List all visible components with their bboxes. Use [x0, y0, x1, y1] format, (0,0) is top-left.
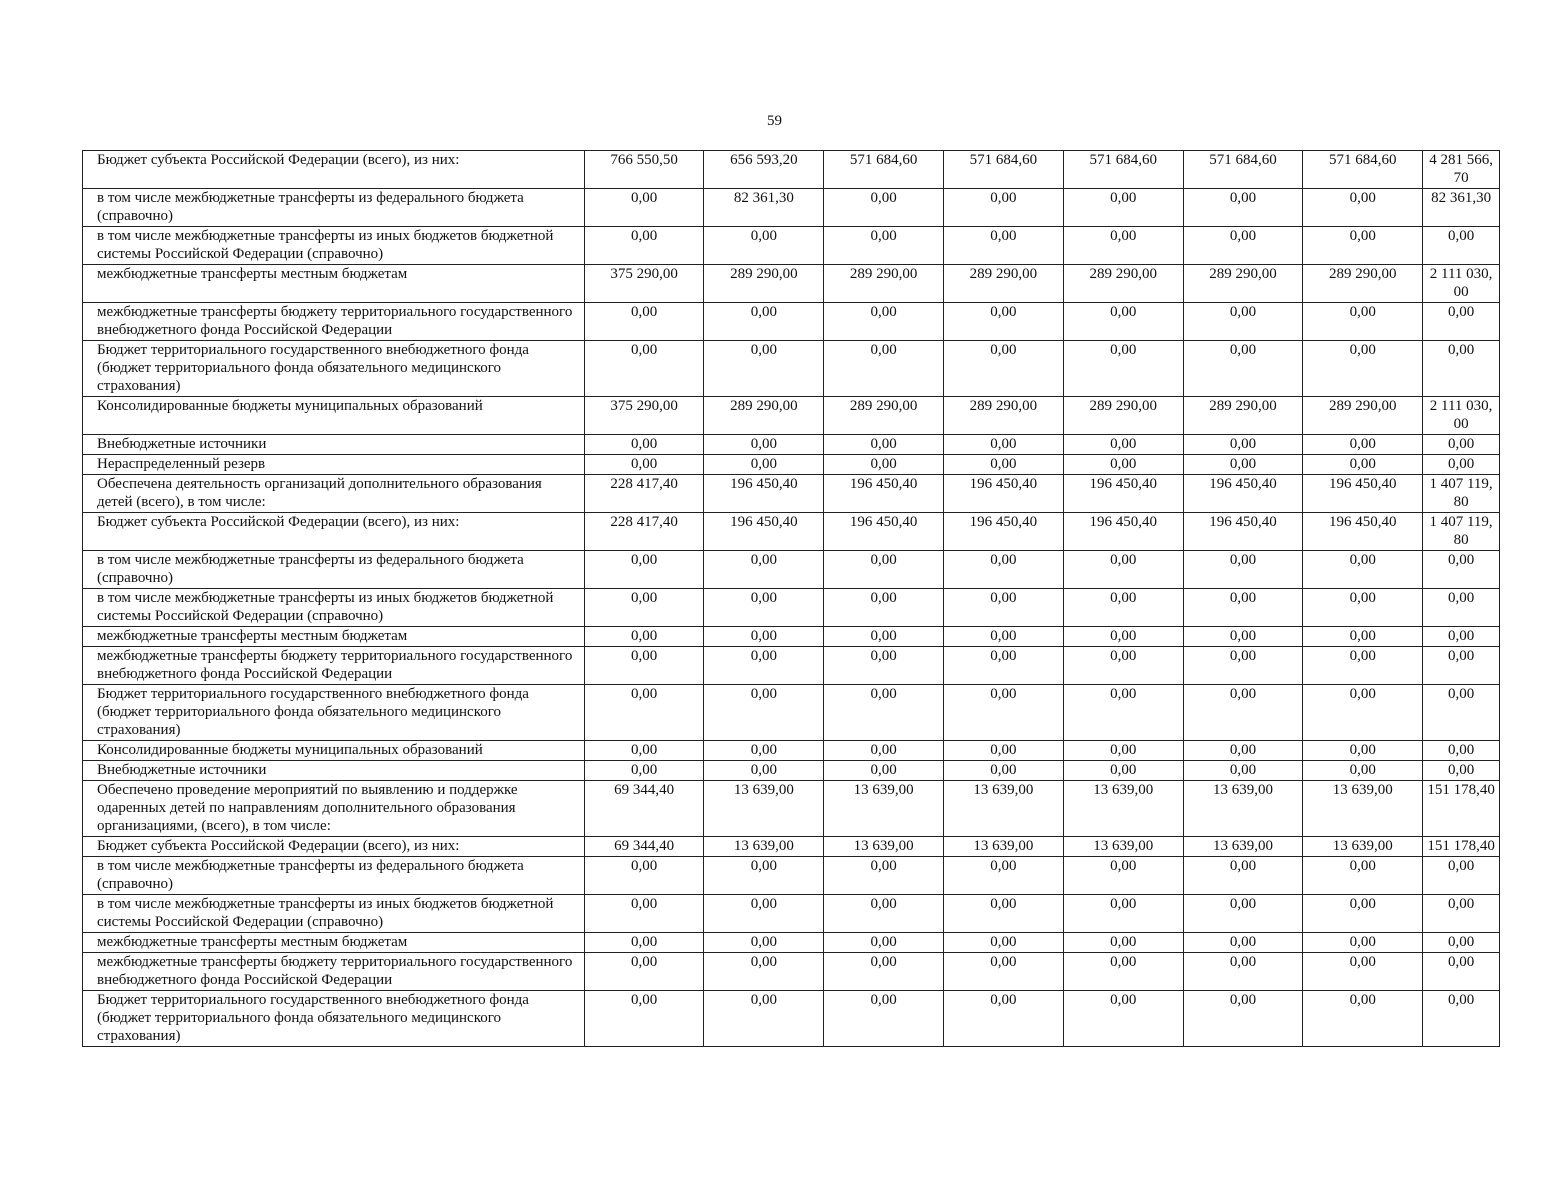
table-row [83, 189, 1500, 227]
year-value-cell: 0,00 [1063, 857, 1183, 895]
row-total-cell: 0,00 [1423, 227, 1500, 265]
year-value-cell: 0,00 [944, 741, 1064, 761]
year-value-cell: 289 290,00 [824, 397, 944, 435]
row-label: Внебюджетные источники [83, 761, 585, 781]
row-total-cell: 1 407 119, 80 [1423, 475, 1500, 513]
year-value-cell: 0,00 [584, 189, 704, 227]
row-label: Консолидированные бюджеты муниципальных образований [83, 397, 585, 435]
table-row [83, 589, 1500, 627]
year-value-cell: 0,00 [1183, 227, 1303, 265]
year-value-cell: 0,00 [1183, 551, 1303, 589]
year-value-cell: 0,00 [1063, 933, 1183, 953]
row-label: Обеспечена деятельность организаций дополнительного образования детей (всего), в том числе: [83, 475, 585, 513]
year-value-cell: 0,00 [584, 227, 704, 265]
year-value-cell: 13 639,00 [1303, 781, 1423, 837]
row-total-cell: 0,00 [1423, 627, 1500, 647]
year-value-cell: 196 450,40 [1063, 475, 1183, 513]
row-total-cell: 151 178,40 [1423, 837, 1500, 857]
year-value-cell: 0,00 [824, 761, 944, 781]
year-value-cell: 0,00 [1183, 761, 1303, 781]
table-row [83, 933, 1500, 953]
year-value-cell: 0,00 [584, 303, 704, 341]
year-value-cell: 0,00 [704, 435, 824, 455]
year-value-cell: 0,00 [824, 589, 944, 627]
year-value-cell: 0,00 [1303, 435, 1423, 455]
year-value-cell: 289 290,00 [1063, 397, 1183, 435]
year-value-cell: 289 290,00 [1183, 265, 1303, 303]
year-value-cell: 0,00 [584, 589, 704, 627]
table-row [83, 647, 1500, 685]
row-total-cell: 0,00 [1423, 991, 1500, 1047]
year-value-cell: 196 450,40 [1183, 513, 1303, 551]
year-value-cell: 228 417,40 [584, 513, 704, 551]
year-value-cell: 375 290,00 [584, 397, 704, 435]
row-label: в том числе межбюджетные трансферты из федерального бюджета (справочно) [83, 857, 585, 895]
year-value-cell: 289 290,00 [944, 397, 1064, 435]
year-value-cell: 0,00 [1063, 741, 1183, 761]
row-total-cell: 0,00 [1423, 685, 1500, 741]
year-value-cell: 0,00 [584, 341, 704, 397]
year-value-cell: 375 290,00 [584, 265, 704, 303]
year-value-cell: 0,00 [824, 895, 944, 933]
year-value-cell: 0,00 [704, 933, 824, 953]
row-label: Бюджет территориального государственного внебюджетного фонда (бюджет территориального фонда обязательного медицинского страхования) [83, 685, 585, 741]
year-value-cell: 0,00 [1303, 647, 1423, 685]
year-value-cell: 0,00 [584, 551, 704, 589]
year-value-cell: 0,00 [1303, 857, 1423, 895]
year-value-cell: 571 684,60 [1183, 151, 1303, 189]
year-value-cell: 571 684,60 [1063, 151, 1183, 189]
row-label: Бюджет территориального государственного внебюджетного фонда (бюджет территориального фонда обязательного медицинского страхования) [83, 341, 585, 397]
row-label: межбюджетные трансферты местным бюджетам [83, 627, 585, 647]
year-value-cell: 0,00 [1183, 303, 1303, 341]
year-value-cell: 0,00 [1183, 741, 1303, 761]
table-row [83, 857, 1500, 895]
year-value-cell: 0,00 [1063, 189, 1183, 227]
year-value-cell: 0,00 [1303, 303, 1423, 341]
table-row [83, 991, 1500, 1047]
year-value-cell: 0,00 [1183, 341, 1303, 397]
row-label: Обеспечено проведение мероприятий по выявлению и поддержке одаренных детей по направлениям дополнительного образования организациями, (всего), в том числе: [83, 781, 585, 837]
year-value-cell: 289 290,00 [1063, 265, 1183, 303]
table-row [83, 551, 1500, 589]
year-value-cell: 0,00 [944, 551, 1064, 589]
year-value-cell: 0,00 [824, 647, 944, 685]
row-total-cell: 0,00 [1423, 895, 1500, 933]
year-value-cell: 0,00 [1303, 589, 1423, 627]
row-total-cell: 0,00 [1423, 953, 1500, 991]
year-value-cell: 0,00 [1303, 341, 1423, 397]
year-value-cell: 0,00 [1063, 303, 1183, 341]
year-value-cell: 0,00 [704, 741, 824, 761]
year-value-cell: 0,00 [704, 761, 824, 781]
table-row [83, 685, 1500, 741]
year-value-cell: 0,00 [944, 455, 1064, 475]
year-value-cell: 0,00 [824, 341, 944, 397]
year-value-cell: 13 639,00 [1303, 837, 1423, 857]
year-value-cell: 13 639,00 [704, 781, 824, 837]
year-value-cell: 0,00 [944, 895, 1064, 933]
table-row [83, 475, 1500, 513]
row-total-cell: 2 111 030, 00 [1423, 265, 1500, 303]
row-total-cell: 2 111 030, 00 [1423, 397, 1500, 435]
year-value-cell: 0,00 [1183, 647, 1303, 685]
row-total-cell: 0,00 [1423, 589, 1500, 627]
year-value-cell: 0,00 [1063, 991, 1183, 1047]
year-value-cell: 0,00 [944, 933, 1064, 953]
year-value-cell: 0,00 [944, 647, 1064, 685]
year-value-cell: 0,00 [704, 551, 824, 589]
table-row [83, 761, 1500, 781]
row-label: Бюджет субъекта Российской Федерации (всего), из них: [83, 151, 585, 189]
year-value-cell: 0,00 [1063, 551, 1183, 589]
year-value-cell: 0,00 [1303, 227, 1423, 265]
year-value-cell: 0,00 [1183, 435, 1303, 455]
year-value-cell: 0,00 [704, 303, 824, 341]
table-row [83, 837, 1500, 857]
year-value-cell: 0,00 [1303, 741, 1423, 761]
row-label: Нераспределенный резерв [83, 455, 585, 475]
year-value-cell: 656 593,20 [704, 151, 824, 189]
year-value-cell: 196 450,40 [1303, 513, 1423, 551]
year-value-cell: 571 684,60 [944, 151, 1064, 189]
year-value-cell: 196 450,40 [1183, 475, 1303, 513]
row-total-cell: 1 407 119, 80 [1423, 513, 1500, 551]
row-label: Внебюджетные источники [83, 435, 585, 455]
year-value-cell: 0,00 [824, 303, 944, 341]
year-value-cell: 289 290,00 [944, 265, 1064, 303]
year-value-cell: 289 290,00 [824, 265, 944, 303]
year-value-cell: 0,00 [1183, 933, 1303, 953]
row-label: межбюджетные трансферты бюджету территориального государственного внебюджетного фонда Российской Федерации [83, 647, 585, 685]
year-value-cell: 0,00 [1063, 341, 1183, 397]
budget-table [82, 150, 1500, 1047]
table-row [83, 781, 1500, 837]
year-value-cell: 0,00 [1183, 857, 1303, 895]
year-value-cell: 0,00 [1303, 455, 1423, 475]
year-value-cell: 571 684,60 [824, 151, 944, 189]
row-label: Бюджет субъекта Российской Федерации (всего), из них: [83, 837, 585, 857]
year-value-cell: 0,00 [584, 857, 704, 895]
year-value-cell: 196 450,40 [944, 475, 1064, 513]
year-value-cell: 0,00 [584, 455, 704, 475]
year-value-cell: 0,00 [1303, 761, 1423, 781]
year-value-cell: 0,00 [704, 341, 824, 397]
year-value-cell: 0,00 [1063, 627, 1183, 647]
year-value-cell: 0,00 [1183, 455, 1303, 475]
row-total-cell: 0,00 [1423, 647, 1500, 685]
year-value-cell: 766 550,50 [584, 151, 704, 189]
year-value-cell: 0,00 [1063, 455, 1183, 475]
year-value-cell: 0,00 [824, 685, 944, 741]
year-value-cell: 0,00 [824, 857, 944, 895]
row-total-cell: 0,00 [1423, 303, 1500, 341]
table-row [83, 953, 1500, 991]
year-value-cell: 0,00 [944, 227, 1064, 265]
year-value-cell: 571 684,60 [1303, 151, 1423, 189]
year-value-cell: 0,00 [704, 953, 824, 991]
year-value-cell: 0,00 [1063, 953, 1183, 991]
table-row [83, 397, 1500, 435]
year-value-cell: 0,00 [1063, 761, 1183, 781]
year-value-cell: 0,00 [584, 991, 704, 1047]
year-value-cell: 0,00 [824, 455, 944, 475]
row-total-cell: 0,00 [1423, 551, 1500, 589]
row-label: межбюджетные трансферты местным бюджетам [83, 265, 585, 303]
year-value-cell: 289 290,00 [1183, 397, 1303, 435]
year-value-cell: 0,00 [944, 953, 1064, 991]
year-value-cell: 196 450,40 [704, 513, 824, 551]
row-label: межбюджетные трансферты бюджету территориального государственного внебюджетного фонда Российской Федерации [83, 303, 585, 341]
row-label: Бюджет субъекта Российской Федерации (всего), из них: [83, 513, 585, 551]
year-value-cell: 69 344,40 [584, 837, 704, 857]
year-value-cell: 196 450,40 [944, 513, 1064, 551]
row-label: в том числе межбюджетные трансферты из федерального бюджета (справочно) [83, 189, 585, 227]
table-row [83, 303, 1500, 341]
year-value-cell: 0,00 [824, 189, 944, 227]
row-total-cell: 0,00 [1423, 933, 1500, 953]
year-value-cell: 196 450,40 [1063, 513, 1183, 551]
table-row [83, 151, 1500, 189]
year-value-cell: 196 450,40 [824, 475, 944, 513]
year-value-cell: 0,00 [1063, 227, 1183, 265]
year-value-cell: 228 417,40 [584, 475, 704, 513]
year-value-cell: 0,00 [944, 189, 1064, 227]
year-value-cell: 0,00 [1183, 627, 1303, 647]
year-value-cell: 289 290,00 [1303, 397, 1423, 435]
year-value-cell: 196 450,40 [824, 513, 944, 551]
year-value-cell: 0,00 [584, 895, 704, 933]
year-value-cell: 13 639,00 [944, 781, 1064, 837]
row-total-cell: 4 281 566, 70 [1423, 151, 1500, 189]
year-value-cell: 0,00 [1183, 589, 1303, 627]
year-value-cell: 0,00 [1063, 895, 1183, 933]
year-value-cell: 0,00 [1183, 685, 1303, 741]
year-value-cell: 0,00 [824, 551, 944, 589]
table-row [83, 741, 1500, 761]
year-value-cell: 0,00 [1183, 953, 1303, 991]
year-value-cell: 0,00 [584, 741, 704, 761]
year-value-cell: 0,00 [824, 227, 944, 265]
year-value-cell: 13 639,00 [824, 781, 944, 837]
row-total-cell: 0,00 [1423, 435, 1500, 455]
year-value-cell: 0,00 [1063, 685, 1183, 741]
row-label: в том числе межбюджетные трансферты из федерального бюджета (справочно) [83, 551, 585, 589]
page-number: 59 [767, 113, 782, 129]
row-label: в том числе межбюджетные трансферты из иных бюджетов бюджетной системы Российской Федерации (справочно) [83, 895, 585, 933]
year-value-cell: 0,00 [1303, 953, 1423, 991]
year-value-cell: 0,00 [1303, 933, 1423, 953]
year-value-cell: 0,00 [824, 953, 944, 991]
year-value-cell: 0,00 [1183, 189, 1303, 227]
year-value-cell: 13 639,00 [1063, 837, 1183, 857]
year-value-cell: 0,00 [704, 685, 824, 741]
year-value-cell: 0,00 [584, 627, 704, 647]
year-value-cell: 196 450,40 [1303, 475, 1423, 513]
year-value-cell: 0,00 [584, 933, 704, 953]
year-value-cell: 0,00 [944, 627, 1064, 647]
table-row [83, 627, 1500, 647]
year-value-cell: 0,00 [1063, 435, 1183, 455]
year-value-cell: 13 639,00 [944, 837, 1064, 857]
year-value-cell: 0,00 [704, 857, 824, 895]
year-value-cell: 13 639,00 [824, 837, 944, 857]
year-value-cell: 13 639,00 [704, 837, 824, 857]
year-value-cell: 0,00 [1063, 589, 1183, 627]
year-value-cell: 0,00 [1303, 189, 1423, 227]
table-row [83, 513, 1500, 551]
row-total-cell: 151 178,40 [1423, 781, 1500, 837]
year-value-cell: 0,00 [704, 589, 824, 627]
year-value-cell: 13 639,00 [1183, 781, 1303, 837]
year-value-cell: 0,00 [824, 627, 944, 647]
row-total-cell: 82 361,30 [1423, 189, 1500, 227]
year-value-cell: 13 639,00 [1183, 837, 1303, 857]
year-value-cell: 0,00 [944, 685, 1064, 741]
year-value-cell: 0,00 [584, 953, 704, 991]
year-value-cell: 0,00 [1303, 551, 1423, 589]
year-value-cell: 0,00 [584, 647, 704, 685]
year-value-cell: 0,00 [584, 685, 704, 741]
year-value-cell: 289 290,00 [704, 397, 824, 435]
row-label: межбюджетные трансферты бюджету территориального государственного внебюджетного фонда Российской Федерации [83, 953, 585, 991]
year-value-cell: 0,00 [944, 589, 1064, 627]
year-value-cell: 0,00 [944, 761, 1064, 781]
row-total-cell: 0,00 [1423, 857, 1500, 895]
row-total-cell: 0,00 [1423, 761, 1500, 781]
year-value-cell: 0,00 [1303, 685, 1423, 741]
year-value-cell: 0,00 [824, 741, 944, 761]
year-value-cell: 0,00 [704, 991, 824, 1047]
table-row [83, 227, 1500, 265]
year-value-cell: 0,00 [1303, 627, 1423, 647]
year-value-cell: 0,00 [704, 895, 824, 933]
table-row [83, 895, 1500, 933]
year-value-cell: 0,00 [824, 435, 944, 455]
row-label: межбюджетные трансферты местным бюджетам [83, 933, 585, 953]
row-label: в том числе межбюджетные трансферты из иных бюджетов бюджетной системы Российской Федерации (справочно) [83, 227, 585, 265]
year-value-cell: 0,00 [584, 761, 704, 781]
year-value-cell: 0,00 [824, 933, 944, 953]
year-value-cell: 289 290,00 [704, 265, 824, 303]
year-value-cell: 0,00 [1303, 991, 1423, 1047]
row-label: Консолидированные бюджеты муниципальных образований [83, 741, 585, 761]
row-label: Бюджет территориального государственного внебюджетного фонда (бюджет территориального фонда обязательного медицинского страхования) [83, 991, 585, 1047]
table-row [83, 341, 1500, 397]
year-value-cell: 13 639,00 [1063, 781, 1183, 837]
year-value-cell: 289 290,00 [1303, 265, 1423, 303]
year-value-cell: 0,00 [704, 627, 824, 647]
year-value-cell: 0,00 [944, 341, 1064, 397]
year-value-cell: 0,00 [944, 991, 1064, 1047]
year-value-cell: 196 450,40 [704, 475, 824, 513]
year-value-cell: 0,00 [1183, 991, 1303, 1047]
row-total-cell: 0,00 [1423, 341, 1500, 397]
row-total-cell: 0,00 [1423, 455, 1500, 475]
year-value-cell: 0,00 [944, 857, 1064, 895]
year-value-cell: 0,00 [1183, 895, 1303, 933]
year-value-cell: 0,00 [584, 435, 704, 455]
table-row [83, 265, 1500, 303]
year-value-cell: 0,00 [1063, 647, 1183, 685]
table-row [83, 455, 1500, 475]
year-value-cell: 0,00 [944, 435, 1064, 455]
year-value-cell: 0,00 [1303, 895, 1423, 933]
row-label: в том числе межбюджетные трансферты из иных бюджетов бюджетной системы Российской Федерации (справочно) [83, 589, 585, 627]
year-value-cell: 0,00 [704, 647, 824, 685]
year-value-cell: 0,00 [704, 227, 824, 265]
year-value-cell: 0,00 [824, 991, 944, 1047]
year-value-cell: 0,00 [704, 455, 824, 475]
table-row [83, 435, 1500, 455]
year-value-cell: 82 361,30 [704, 189, 824, 227]
year-value-cell: 0,00 [944, 303, 1064, 341]
year-value-cell: 69 344,40 [584, 781, 704, 837]
row-total-cell: 0,00 [1423, 741, 1500, 761]
budget-table-body [83, 151, 1500, 1047]
